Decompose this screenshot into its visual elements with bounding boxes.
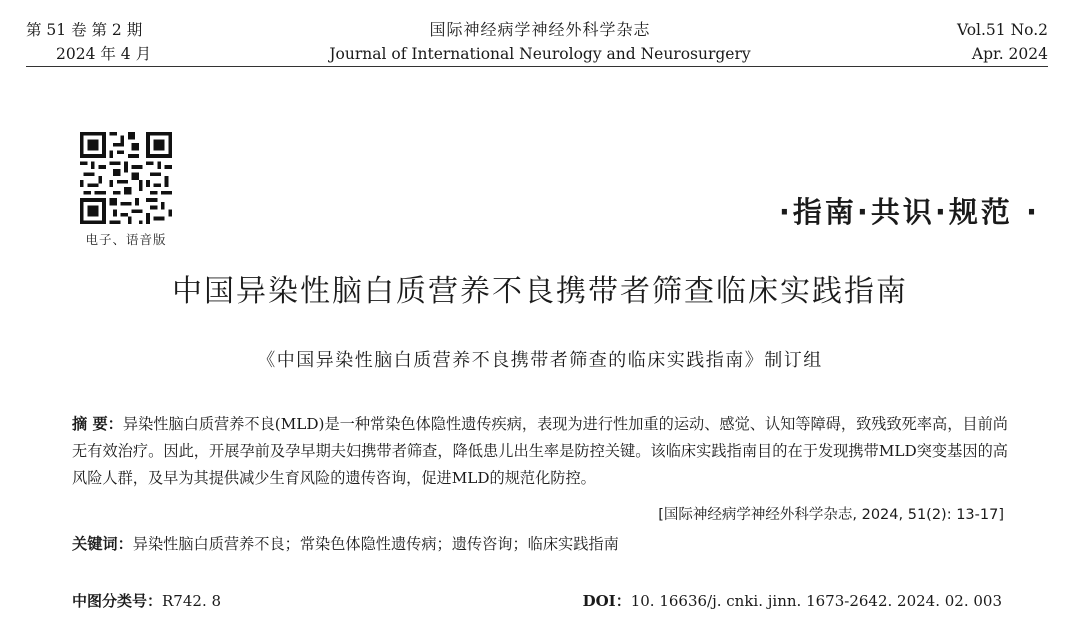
classification-number bbox=[72, 590, 221, 611]
doi[interactable] bbox=[583, 590, 1002, 611]
abstract bbox=[72, 411, 1008, 492]
classification-label: 中图分类号： bbox=[72, 592, 163, 610]
section-label: ·指南·共识·规范 · bbox=[778, 195, 1040, 229]
date-cn: 2024 年 4 月 bbox=[56, 45, 152, 63]
keywords-text: 异染性脑白质营养不良；常染色体隐性遗传病；遗传咨询；临床实践指南 bbox=[132, 535, 619, 553]
qr-label: 电子、语音版 bbox=[85, 232, 167, 247]
journal-header bbox=[0, 18, 1080, 66]
journal-title-cn: 国际神经病学神经外科学杂志 bbox=[429, 20, 651, 39]
qr-code-icon[interactable] bbox=[80, 132, 172, 224]
doi-value[interactable]: 10. 16636/j. cnki. jinn. 1673-2642. 2024. 02. 003 bbox=[630, 592, 1002, 610]
keywords bbox=[72, 533, 619, 554]
date-en: Apr. 2024 bbox=[971, 45, 1048, 63]
citation: [国际神经病学神经外科学杂志, 2024, 51(2): 13-17] bbox=[658, 507, 1004, 523]
journal-title-en: Journal of International Neurology and Neurosurgery bbox=[329, 45, 751, 63]
abstract-text: 异染性脑白质营养不良(MLD)是一种常染色体隐性遗传疾病，表现为进行性加重的运动、感觉、认知等障碍，致残致死率高，目前尚无有效治疗。因此，开展孕前及孕早期夫妇携带者筛查，降低患儿出生率是防控关键。该临床实践指南目的在于发现携带MLD突变基因的高风险人群，及早为其提供减少生育风险的遗传咨询，促进MLD的规范化防控。 bbox=[72, 415, 1008, 487]
header-right bbox=[957, 18, 1048, 66]
volume-issue-en: Vol.51 No.2 bbox=[956, 21, 1048, 39]
article-title: 中国异染性脑白质营养不良携带者筛查临床实践指南 bbox=[172, 274, 908, 309]
author-group: 《中国异染性脑白质营养不良携带者筛查的临床实践指南》制订组 bbox=[257, 350, 823, 371]
keywords-label: 关键词： bbox=[72, 535, 133, 553]
classification-value: R742. 8 bbox=[162, 592, 222, 610]
abstract-label: 摘 要： bbox=[72, 415, 123, 433]
volume-issue-cn: 第 51 卷 第 2 期 bbox=[26, 21, 143, 39]
doi-label: DOI： bbox=[582, 592, 631, 610]
header-rule bbox=[26, 66, 1048, 67]
